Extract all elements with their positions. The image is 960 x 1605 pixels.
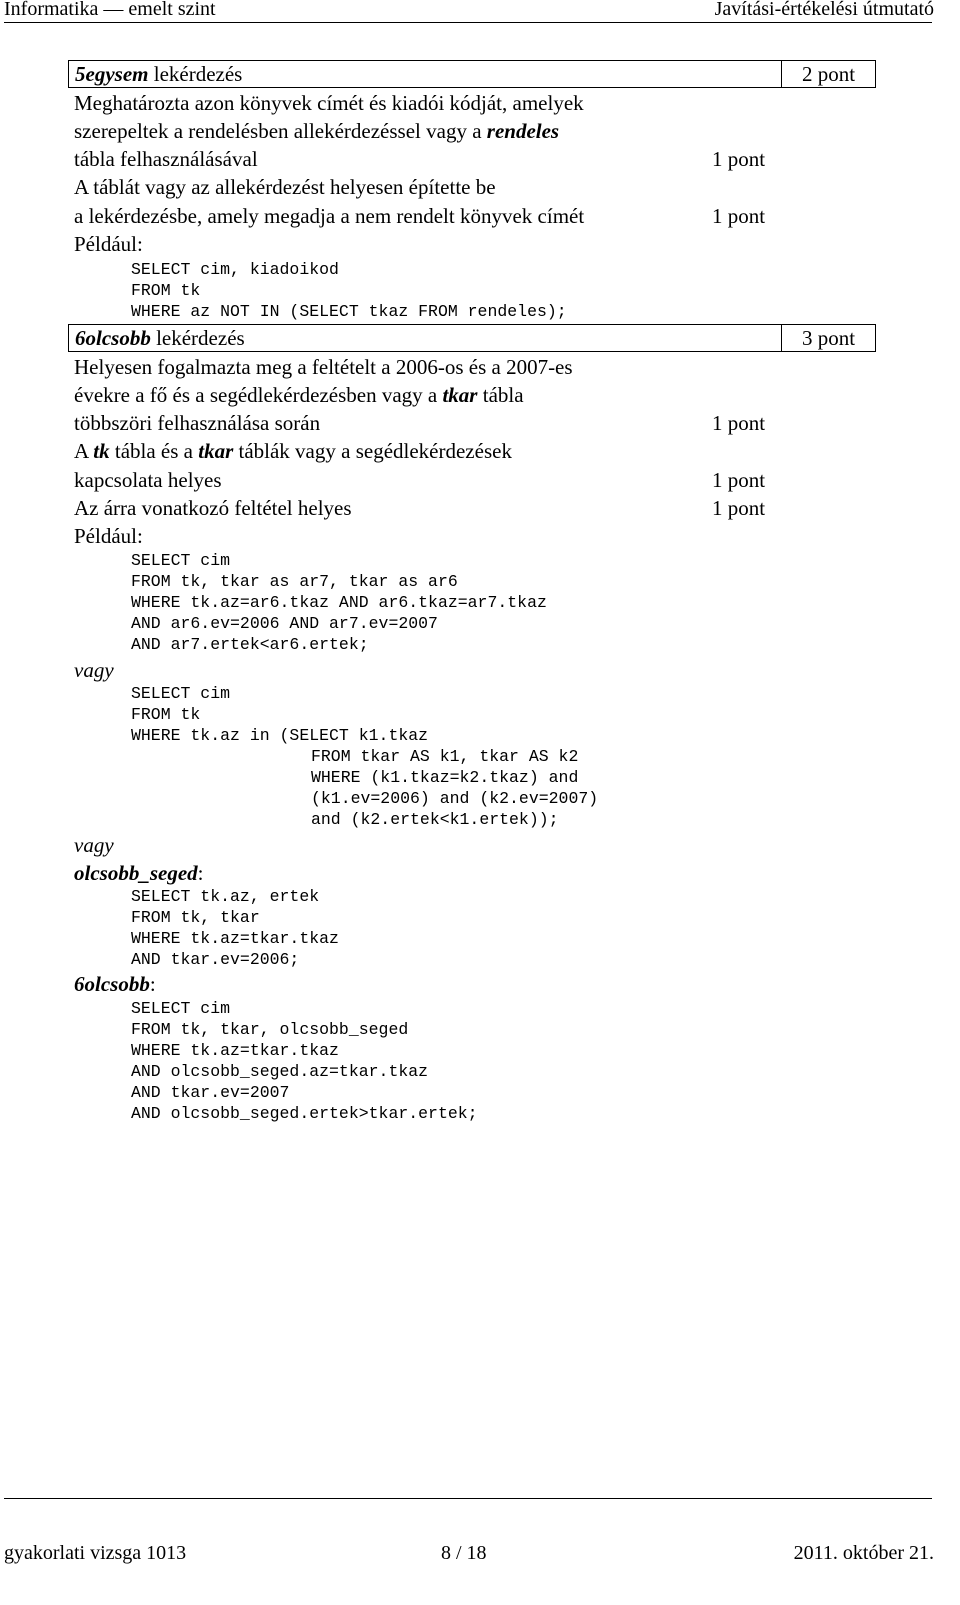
s6-line-6: Az árra vonatkozó feltétel helyes <box>74 496 352 520</box>
s6-code-a-5: AND ar7.ertek<ar6.ertek; <box>131 635 369 654</box>
header-right: Javítási-értékelési útmutató <box>714 0 934 20</box>
header-rule <box>4 22 932 23</box>
s6-line-2: évekre a fő és a segédlekérdezésben vagy a tkar tábla <box>74 383 524 407</box>
s6-code-a-1: SELECT cim <box>131 551 231 570</box>
s6-line-1: Helyesen fogalmazta meg a feltételt a 2006-os és a 2007-es <box>74 355 573 379</box>
s5-code-1: SELECT cim, kiadoikod <box>131 260 339 279</box>
s5-line-2: szerepeltek a rendelésben allekérdezéssel vagy a rendeles <box>74 119 560 143</box>
s6-code-b-3: WHERE tk.az in (SELECT k1.tkaz <box>131 726 429 745</box>
s6-code-a-4: AND ar6.ev=2006 AND ar7.ev=2007 <box>131 614 438 633</box>
s6-code-a-3: WHERE tk.az=ar6.tkaz AND ar6.tkaz=ar7.tkaz <box>131 593 547 612</box>
s6-code-d-1: SELECT cim <box>131 999 231 1018</box>
s6-code-b-1: SELECT cim <box>131 684 231 703</box>
s6-vagy-2: vagy <box>74 833 114 857</box>
footer-date: 2011. október 21. <box>793 1542 934 1564</box>
s6-code-d-4: AND olcsobb_seged.az=tkar.tkaz <box>131 1062 429 1081</box>
s6-code-b-4: FROM tkar AS k1, tkar AS k2 <box>311 747 579 766</box>
s6-code-d-5: AND tkar.ev=2007 <box>131 1083 290 1102</box>
s5-line-1: Meghatározta azon könyvek címét és kiadói kódját, amelyek <box>74 91 584 115</box>
section5-heading <box>68 60 876 88</box>
s6-code-d-6: AND olcsobb_seged.ertek>tkar.ertek; <box>131 1104 478 1123</box>
s6-code-c-1: SELECT tk.az, ertek <box>131 887 320 906</box>
s6-code-b-7: and (k2.ertek<k1.ertek)); <box>311 810 559 829</box>
s6-code-b-6: (k1.ev=2006) and (k2.ev=2007) <box>311 789 599 808</box>
s6-line-4: A tk tábla és a tkar táblák vagy a segédlekérdezések <box>74 439 512 463</box>
s6-line-5: kapcsolata helyes <box>74 468 222 492</box>
footer-rule <box>4 1498 932 1499</box>
s6-code-a-2: FROM tk, tkar as ar7, tkar as ar6 <box>131 572 458 591</box>
s5-point-1: 1 pont <box>712 147 766 171</box>
s6-line-3: többszöri felhasználása során <box>74 411 321 435</box>
s6-example-label: Például: <box>74 524 143 548</box>
s6-point-1: 1 pont <box>712 411 766 435</box>
s6-code-d-2: FROM tk, tkar, olcsobb_seged <box>131 1020 409 1039</box>
s6-vagy-1: vagy <box>74 658 114 682</box>
s6-code-c-4: AND tkar.ev=2006; <box>131 950 300 969</box>
section6-heading <box>68 324 876 352</box>
section5-title: 5egysem lekérdezés <box>75 62 243 86</box>
s5-code-3: WHERE az NOT IN (SELECT tkaz FROM rendeles); <box>131 302 567 321</box>
s6-code-c-2: FROM tk, tkar <box>131 908 260 927</box>
s5-line-3: tábla felhasználásával <box>74 147 258 171</box>
s6-code-b-2: FROM tk <box>131 705 201 724</box>
s6-main-label: 6olcsobb: <box>74 972 156 996</box>
section6-title: 6olcsobb lekérdezés <box>75 326 245 350</box>
s6-seged-label: olcsobb_seged: <box>74 861 204 885</box>
s6-code-d-3: WHERE tk.az=tkar.tkaz <box>131 1041 339 1060</box>
section6-points: 3 pont <box>781 325 875 351</box>
s5-line-5: a lekérdezésbe, amely megadja a nem rendelt könyvek címét <box>74 204 585 228</box>
header-left: Informatika — emelt szint <box>4 0 216 20</box>
s6-code-c-3: WHERE tk.az=tkar.tkaz <box>131 929 339 948</box>
s5-code-2: FROM tk <box>131 281 201 300</box>
s5-point-2: 1 pont <box>712 204 766 228</box>
s5-example-label: Például: <box>74 232 143 256</box>
page-number: 8 / 18 <box>441 1542 487 1564</box>
s6-code-b-5: WHERE (k1.tkaz=k2.tkaz) and <box>311 768 579 787</box>
section5-points: 2 pont <box>781 61 875 87</box>
s6-point-3: 1 pont <box>712 496 766 520</box>
footer-left: gyakorlati vizsga 1013 <box>4 1542 187 1564</box>
s5-line-4: A táblát vagy az allekérdezést helyesen építette be <box>74 175 496 199</box>
s6-point-2: 1 pont <box>712 468 766 492</box>
